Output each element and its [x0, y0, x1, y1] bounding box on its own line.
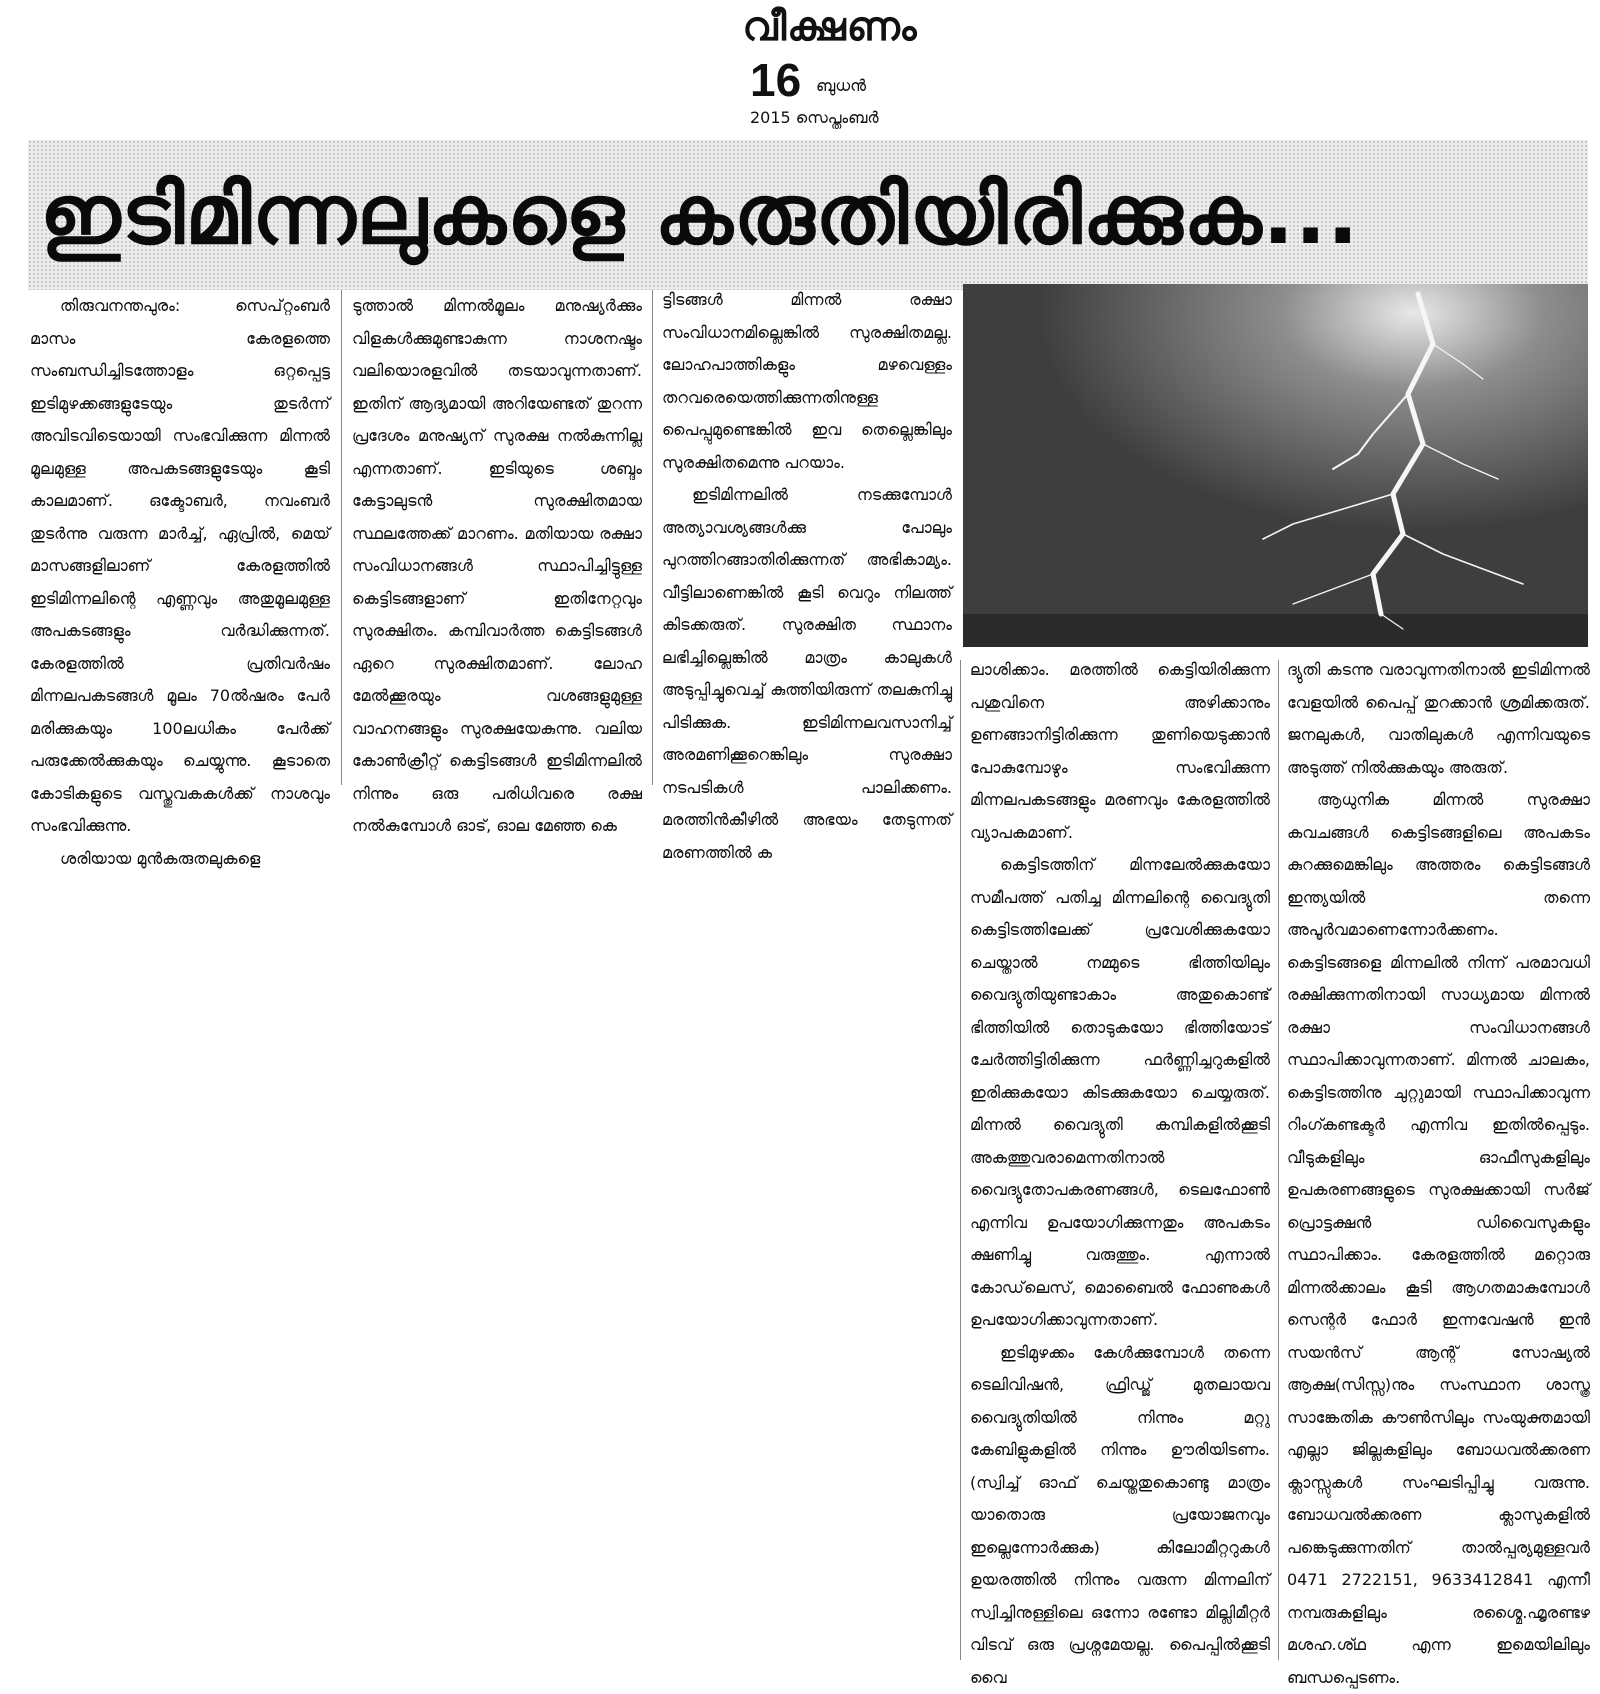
column-5: [1287, 654, 1590, 1659]
paragraph: ലാശിക്കാം. മരത്തിൽ കെട്ടിയിരിക്കുന്ന പശുവിനെ അഴിക്കാനും ഉണങ്ങാനിട്ടിരിക്കുന്ന തുണിയെടുക്കാൻ പോകുമ്പോഴും സംഭവിക്കുന്ന മിന്നലപകടങ്ങളും മരണവും കേരളത്തിൽ വ്യാപകമാണ്.: [970, 654, 1270, 849]
column-1: [30, 290, 330, 790]
paragraph: തിരുവനന്തപുരം: സെപ്റ്റംബർ മാസം കേരളത്തെ സംബന്ധിച്ചിടത്തോളം ഒറ്റപ്പെട്ട ഇടിമുഴക്കങ്ങളുടേയും തുടർന്ന് അവിടവിടെയായി സംഭവിക്കുന്ന മിന്നൽ മൂലമുള്ള അപകടങ്ങളുടേയും കൂടി കാലമാണ്. ഒക്ടോബർ, നവംബർ തുടർന്നു വരുന്ന മാർച്ച്, ഏപ്രിൽ, മെയ് മാസങ്ങളിലാണ് കേരളത്തിൽ ഇടിമിന്നലിന്റെ എണ്ണവും അതുമൂലമുള്ള അപകടങ്ങളും വർദ്ധിക്കുന്നത്. കേരളത്തിൽ പ്രതിവർഷം മിന്നലപകടങ്ങൾ മൂലം 70ൽഷരം പേർ മരിക്കുകയും 100ലധികം പേർക്ക് പരുക്കേൽക്കുകയും ചെയ്യുന്നു. കൂടാതെ കോടികളുടെ വസ്തുവകകൾക്ക് നാശവും സംഭവിക്കുന്നു.: [30, 290, 330, 843]
column-rule: [652, 290, 653, 785]
lightning-photo: [963, 284, 1588, 647]
paragraph: ടുത്താൽ മിന്നൽമൂലം മനുഷ്യർക്കും വിളകൾക്കുമുണ്ടാകുന്ന നാശനഷ്ടം വലിയൊരളവിൽ തടയാവുന്നതാണ്. ഇതിന് ആദ്യമായി അറിയേണ്ടത് തുറന്ന പ്രദേശം മനുഷ്യന് സുരക്ഷ നൽകുന്നില്ല എന്നതാണ്. ഇടിയുടെ ശബ്ദം കേട്ടാലുടൻ സുരക്ഷിതമായ സ്ഥലത്തേക്ക് മാറണം. മതിയായ രക്ഷാ സംവിധാനങ്ങൾ സ്ഥാപിച്ചിട്ടുള്ള കെട്ടിടങ്ങളാണ് ഇതിനേറ്റവും സുരക്ഷിതം. കമ്പിവാർത്ത കെട്ടിടങ്ങൾ ഏറെ സുരക്ഷിതമാണ്. ലോഹ മേൽക്കൂരയും വശങ്ങളുമുള്ള വാഹനങ്ങളും സുരക്ഷയേകുന്നു. വലിയ കോൺക്രീറ്റ് കെട്ടിടങ്ങൾ ഇടിമിന്നലിൽ നിന്നും ഒരു പരിധിവരെ രക്ഷ നൽകുമ്പോൾ ഓട്, ഓല മേഞ്ഞ കെ: [352, 290, 642, 843]
paragraph: കെട്ടിടത്തിന് മിന്നലേൽക്കുകയോ സമീപത്ത് പതിച്ച മിന്നലിന്റെ വൈദ്യുതി കെട്ടിടത്തിലേക്ക് പ്രവേശിക്കുകയോ ചെയ്താൽ നമ്മുടെ ഭിത്തിയിലും വൈദ്യുതിയുണ്ടാകാം അതുകൊണ്ട് ഭിത്തിയിൽ തൊടുകയോ ഭിത്തിയോട് ചേർത്തിട്ടിരിക്കുന്ന ഫർണ്ണിച്ചറുകളിൽ ഇരിക്കുകയോ കിടക്കുകയോ ചെയ്യരുത്. മിന്നൽ വൈദ്യുതി കമ്പികളിൽക്കൂടി അകത്തുവരാമെന്നതിനാൽ വൈദ്യുതോപകരണങ്ങൾ, ടെലഫോൺ എന്നിവ ഉപയോഗിക്കുന്നതും അപകടം ക്ഷണിച്ചു വരുത്തും. എന്നാൽ കോഡ്‌ലെസ്, മൊബൈൽ ഫോണുകൾ ഉപയോഗിക്കാവുന്നതാണ്.: [970, 849, 1270, 1337]
month-year: 2015 സെപ്തംബർ: [750, 108, 879, 128]
column-rule: [1278, 660, 1279, 1660]
headline: ഇടിമിന്നലുകളെ കരുതിയിരിക്കുക...: [40, 156, 1580, 276]
dateline: [750, 54, 970, 108]
paragraph: ഇടിമിന്നലിൽ നടക്കുമ്പോൾ അത്യാവശ്യങ്ങൾക്കു പോലും പുറത്തിറങ്ങാതിരിക്കുന്നത് അഭികാമ്യം. വീട്ടിലാണെങ്കിൽ കൂടി വെറും നിലത്ത് കിടക്കരുത്. സുരക്ഷിത സ്ഥാനം ലഭിച്ചില്ലെങ്കിൽ മാത്രം കാലുകൾ അടുപ്പിച്ചുവെച്ച് കുത്തിയിരുന്ന് തലകുനിച്ചു പിടിക്കുക. ഇടിമിന്നലവസാനിച്ച് അരമണിക്കൂറെങ്കിലും സുരക്ഷാ നടപടികൾ പാലിക്കണം. മരത്തിൻകീഴിൽ അഭയം തേടുന്നത് മരണത്തിൽ ക: [662, 479, 952, 869]
weekday: ബുധൻ: [816, 76, 866, 96]
column-2: [352, 290, 642, 790]
column-rule: [341, 290, 342, 785]
column-3: [662, 284, 952, 790]
paragraph: ആധുനിക മിന്നൽ സുരക്ഷാ കവചങ്ങൾ കെട്ടിടങ്ങളിലെ അപകടം കുറക്കുമെങ്കിലും അത്തരം കെട്ടിടങ്ങൾ ഇന്ത്യയിൽ തന്നെ അപൂർവമാണെന്നോർക്കണം. കെട്ടിടങ്ങളെ മിന്നലിൽ നിന്ന് പരമാവധി രക്ഷിക്കുന്നതിനായി സാധ്യമായ മിന്നൽ രക്ഷാ സംവിധാനങ്ങൾ സ്ഥാപിക്കാവുന്നതാണ്. മിന്നൽ ചാലകം, കെട്ടിടത്തിനു ചുറ്റുമായി സ്ഥാപിക്കാവുന്ന റിംഗ്കണ്ടക്ടർ എന്നിവ ഇതിൽപ്പെടും. വീടുകളിലും ഓഫീസുകളിലും ഉപകരണങ്ങളുടെ സുരക്ഷക്കായി സർജ് പ്രൊട്ടക്ഷൻ ഡിവൈസുകളും സ്ഥാപിക്കാം. കേരളത്തിൽ മറ്റൊരു മിന്നൽക്കാലം കൂടി ആഗതമാകുമ്പോൾ സെന്റർ ഫോർ ഇന്നവേഷൻ ഇൻ സയൻസ് ആന്റ് സോഷ്യൽ ആക്ഷ(സിസ്സ)നും സംസ്ഥാന ശാസ്ത്ര സാങ്കേതിക കൗൺസിലും സംയുക്തമായി എല്ലാ ജില്ലകളിലും ബോധവൽക്കരണ ക്ലാസ്സുകൾ സംഘടിപ്പിച്ചു വരുന്നു. ബോധവൽക്കരണ ക്ലാസുകളിൽ പങ്കെടുക്കുന്നതിന് താൽപ്പര്യമുള്ളവർ 0471 2722151, 9633412841 എന്നീ നമ്പരുകളിലും രശ്മൈ.ഹ്മൃരണ്ടഴ മശഹ.ശ്ഥ എന്ന ഇമെയിലിലും ബന്ധപ്പെടണം.: [1287, 784, 1590, 1694]
day-number: 16: [750, 54, 801, 106]
paper-name: വീക്ഷണം: [700, 4, 960, 50]
column-4: [970, 654, 1270, 1659]
masthead: [700, 4, 960, 50]
paragraph: ട്ടിടങ്ങൾ മിന്നൽ രക്ഷാ സംവിധാനമില്ലെങ്കിൽ സുരക്ഷിതമല്ല. ലോഹപാത്തികളും മഴവെള്ളം തറവരെയെത്തിക്കുന്നതിനുള്ള പൈപ്പുമുണ്ടെങ്കിൽ ഇവ തെല്ലെങ്കിലും സുരക്ഷിതമെന്നു പറയാം.: [662, 284, 952, 479]
paragraph: ദ്യുതി കടന്നു വരാവുന്നതിനാൽ ഇടിമിന്നൽ വേളയിൽ പൈപ്പ് തുറക്കാൻ ശ്രമിക്കരുത്. ജനലുകൾ, വാതിലുകൾ എന്നിവയുടെ അടുത്ത് നിൽക്കുകയും അരുത്.: [1287, 654, 1590, 784]
paragraph: ശരിയായ മുൻകരുതലുകളെ: [30, 843, 330, 876]
paragraph: ഇടിമുഴക്കം കേൾക്കുമ്പോൾ തന്നെ ടെലിവിഷൻ, ഫ്രിഡ്ജ് മുതലായവ വൈദ്യുതിയിൽ നിന്നും മറ്റു കേബിളുകളിൽ നിന്നും ഊരിയിടണം. (സ്വിച്ച് ഓഫ് ചെയ്തതുകൊണ്ടു മാത്രം യാതൊരു പ്രയോജനവും ഇല്ലെന്നോർക്കുക) കിലോമീറ്ററുകൾ ഉയരത്തിൽ നിന്നും വരുന്ന മിന്നലിന് സ്വിച്ചിനുള്ളിലെ ഒന്നോ രണ്ടോ മില്ലിമീറ്റർ വിടവ് ഒരു പ്രശ്നമേയല്ല. പൈപ്പിൽക്കൂടി വൈ: [970, 1337, 1270, 1694]
column-rule: [960, 660, 961, 1660]
